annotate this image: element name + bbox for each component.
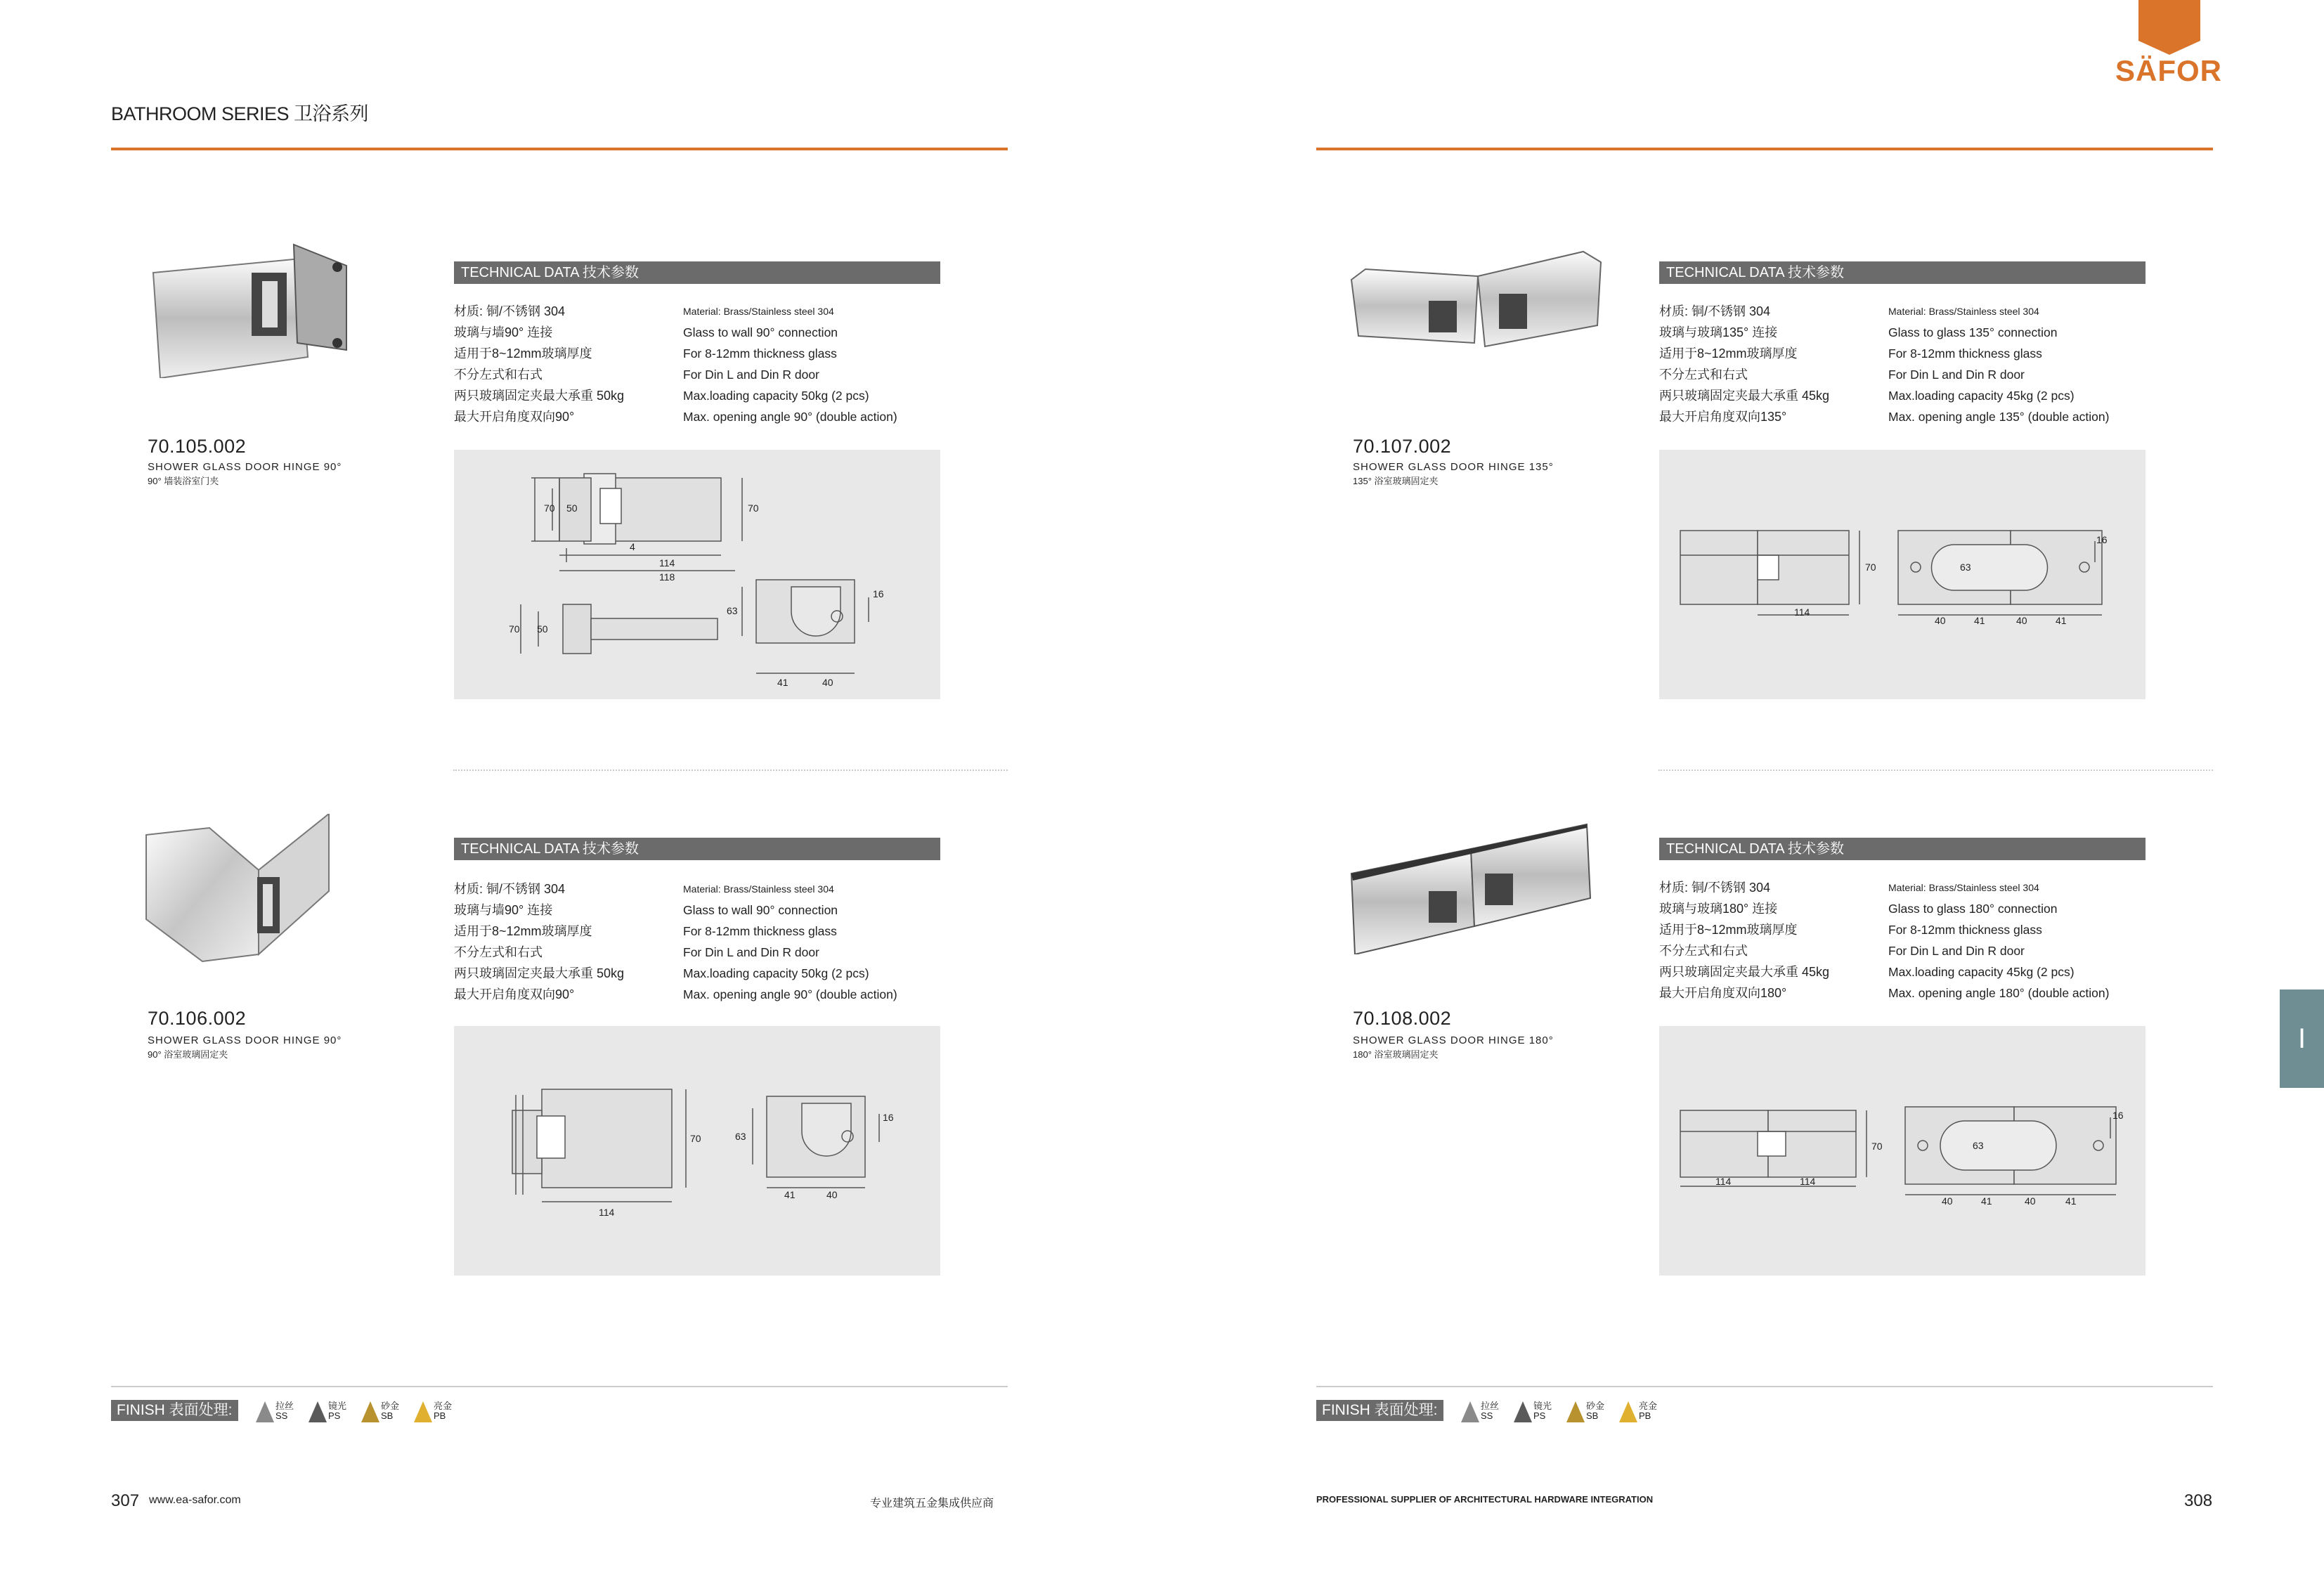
product-code: 70.108.002 <box>1353 1008 1452 1029</box>
spec-cn: 两只玻璃固定夹最大承重 45kg <box>1659 965 1830 979</box>
dim-label: 40 <box>1942 1195 1953 1207</box>
dim-label: 70 <box>748 502 759 514</box>
dim-label: 40 <box>826 1189 838 1200</box>
finish-name-cn: 砂金 <box>381 1401 400 1411</box>
finish-option-label <box>1586 1401 1604 1421</box>
finish-rule-right <box>1316 1386 2213 1387</box>
dim-label: 50 <box>566 502 578 514</box>
spec-en: Glass to wall 90° connection <box>683 325 838 339</box>
dim-label: 114 <box>1800 1176 1816 1187</box>
finish-swatch-ps-icon[interactable] <box>306 1400 330 1424</box>
product-name-cn: 180° 浴室玻璃固定夹 <box>1353 1049 1439 1060</box>
spec-cn: 玻璃与墙90° 连接 <box>454 903 553 917</box>
product-70108 <box>1316 814 2216 1306</box>
finish-code: SB <box>381 1410 394 1421</box>
product-photo-90-wall-hinge <box>139 238 420 378</box>
finish-name-cn: 砂金 <box>1586 1401 1605 1411</box>
spec-cn: 两只玻璃固定夹最大承重 50kg <box>454 966 625 980</box>
spec-en: For 8-12mm thickness glass <box>1888 923 2042 937</box>
dimension-drawing <box>454 450 940 699</box>
spec-en: Material: Brass/Stainless steel 304 <box>1888 882 2039 893</box>
dim-label: 114 <box>1715 1176 1732 1187</box>
spec-cn: 玻璃与玻璃180° 连接 <box>1659 902 1778 916</box>
finish-swatch-sb-icon[interactable] <box>1564 1400 1588 1424</box>
spec-list-en <box>683 301 897 427</box>
finish-option-label <box>381 1401 399 1421</box>
spec-en: Max. opening angle 90° (double action) <box>683 987 897 1001</box>
spec-cn: 玻璃与墙90° 连接 <box>454 325 553 339</box>
drawing-svg <box>1659 1026 2146 1276</box>
spec-cn: 适用于8~12mm玻璃厚度 <box>454 346 592 361</box>
product-name-cn: 90° 墙装浴室门夹 <box>148 476 219 486</box>
product-photo-135-glass-hinge <box>1344 238 1625 378</box>
finish-swatch-pb-icon[interactable] <box>1616 1400 1640 1424</box>
spec-en: Glass to glass 180° connection <box>1888 902 2058 916</box>
dim-label: 114 <box>659 557 675 569</box>
finish-name-cn: 镜光 <box>1533 1401 1552 1411</box>
technical-data-heading: TECHNICAL DATA 技术参数 <box>1659 838 2146 860</box>
dim-label: 40 <box>822 677 833 688</box>
finish-code: SS <box>275 1410 288 1421</box>
spec-en: Max.loading capacity 50kg (2 pcs) <box>683 389 869 403</box>
spec-en: For 8-12mm thickness glass <box>1888 346 2042 361</box>
spec-cn: 适用于8~12mm玻璃厚度 <box>1659 346 1798 361</box>
dim-label: 16 <box>883 1112 894 1123</box>
logo-badge <box>2138 0 2200 41</box>
dim-label: 63 <box>1973 1140 1984 1151</box>
finish-swatch-ss-icon[interactable] <box>253 1400 277 1424</box>
dim-label: 16 <box>2096 534 2108 545</box>
dim-label: 114 <box>1794 606 1810 618</box>
spec-list-cn <box>454 878 624 1005</box>
finish-option-label <box>1639 1401 1657 1421</box>
spec-cn: 不分左式和右式 <box>1659 944 1748 958</box>
product-name: SHOWER GLASS DOOR HINGE 90° <box>148 461 342 473</box>
finish-option-label <box>1533 1401 1552 1421</box>
drawing-svg <box>454 1026 940 1276</box>
finish-code: PB <box>434 1410 446 1421</box>
spec-en: Max.loading capacity 45kg (2 pcs) <box>1888 389 2075 403</box>
spec-list-en <box>1888 301 2109 427</box>
product-photo-180-glass-hinge <box>1344 814 1625 954</box>
product-code: 70.106.002 <box>148 1008 247 1029</box>
dim-label: 16 <box>2112 1110 2124 1121</box>
product-code: 70.107.002 <box>1353 436 1452 457</box>
dim-label: 41 <box>2056 615 2067 626</box>
dim-label: 63 <box>735 1131 746 1142</box>
dim-label: 16 <box>873 588 884 599</box>
finish-swatch-pb-icon[interactable] <box>411 1400 435 1424</box>
product-name-cn: 135° 浴室玻璃固定夹 <box>1353 476 1439 486</box>
finish-swatch-sb-icon[interactable] <box>358 1400 382 1424</box>
series-title: BATHROOM SERIES 卫浴系列 <box>111 103 369 124</box>
product-code: 70.105.002 <box>148 436 247 457</box>
spec-list-cn <box>1659 877 1829 1004</box>
dim-label: 40 <box>2016 615 2027 626</box>
dim-label: 40 <box>2025 1195 2036 1207</box>
product-name-cn: 90° 浴室玻璃固定夹 <box>148 1049 228 1060</box>
spec-cn: 玻璃与玻璃135° 连接 <box>1659 325 1778 339</box>
spec-en: For Din L and Din R door <box>1888 944 2025 958</box>
finish-name-cn: 拉丝 <box>275 1401 294 1411</box>
spec-cn: 适用于8~12mm玻璃厚度 <box>454 924 592 938</box>
spec-cn: 最大开启角度双向90° <box>454 987 575 1001</box>
spec-en: For 8-12mm thickness glass <box>683 346 837 361</box>
dim-label: 114 <box>599 1207 615 1218</box>
spec-en: Material: Brass/Stainless steel 304 <box>1888 306 2039 317</box>
spec-cn: 不分左式和右式 <box>1659 368 1748 382</box>
spec-cn: 最大开启角度双向90° <box>454 410 575 424</box>
spec-en: Max.loading capacity 50kg (2 pcs) <box>683 966 869 980</box>
tagline-en: PROFESSIONAL SUPPLIER OF ARCHITECTURAL HARDWARE INTEGRATION <box>1316 1494 1654 1505</box>
spec-cn: 不分左式和右式 <box>454 945 543 959</box>
spec-cn: 两只玻璃固定夹最大承重 50kg <box>454 389 625 403</box>
spec-cn: 材质: 铜/不锈钢 304 <box>1659 881 1771 895</box>
finish-option-label <box>1481 1401 1499 1421</box>
product-name: SHOWER GLASS DOOR HINGE 135° <box>1353 461 1554 473</box>
spec-en: Max.loading capacity 45kg (2 pcs) <box>1888 965 2075 979</box>
dim-label: 70 <box>544 502 555 514</box>
spec-en: For Din L and Din R door <box>1888 368 2025 382</box>
spec-en: Material: Brass/Stainless steel 304 <box>683 883 834 895</box>
finish-label: FINISH 表面处理: <box>1316 1400 1443 1421</box>
section-tab[interactable]: I <box>2280 989 2324 1088</box>
drawing-svg <box>1659 450 2146 699</box>
section-divider <box>1658 770 2213 771</box>
finish-label: FINISH 表面处理: <box>111 1400 238 1421</box>
website-link[interactable]: www.ea-safor.com <box>149 1494 241 1506</box>
spec-cn: 最大开启角度双向135° <box>1659 410 1787 424</box>
spec-en: Max. opening angle 135° (double action) <box>1888 410 2110 424</box>
product-name: SHOWER GLASS DOOR HINGE 90° <box>148 1034 342 1046</box>
dim-label: 50 <box>537 623 548 635</box>
finish-option-label <box>275 1401 294 1421</box>
dim-label: 63 <box>727 605 738 616</box>
finish-name-cn: 亮金 <box>1639 1401 1658 1411</box>
dim-label: 4 <box>630 541 635 552</box>
spec-en: Glass to wall 90° connection <box>683 903 838 917</box>
dim-label: 41 <box>784 1189 796 1200</box>
dim-label: 70 <box>509 623 520 635</box>
spec-cn: 两只玻璃固定夹最大承重 45kg <box>1659 389 1830 403</box>
brand-logo: SÄFOR <box>2115 54 2222 87</box>
dim-label: 70 <box>1871 1141 1883 1152</box>
product-70106 <box>111 814 1011 1306</box>
finish-swatch-ss-icon[interactable] <box>1458 1400 1482 1424</box>
dim-label: 63 <box>1960 562 1971 573</box>
finish-code: PS <box>328 1410 341 1421</box>
page-number-right: 308 <box>2184 1491 2213 1510</box>
spec-en: Glass to glass 135° connection <box>1888 325 2058 339</box>
finish-code: PS <box>1533 1410 1546 1421</box>
dim-label: 40 <box>1935 615 1946 626</box>
finish-code: SB <box>1586 1410 1599 1421</box>
finish-code: SS <box>1481 1410 1493 1421</box>
dim-label: 41 <box>777 677 788 688</box>
dim-label: 70 <box>690 1133 701 1144</box>
spec-list-cn <box>1659 301 1829 427</box>
spec-en: Max. opening angle 180° (double action) <box>1888 986 2110 1000</box>
section-divider <box>453 770 1008 771</box>
product-70105 <box>111 238 1011 729</box>
spec-cn: 材质: 铜/不锈钢 304 <box>454 882 566 896</box>
spec-en: Material: Brass/Stainless steel 304 <box>683 306 834 317</box>
product-photo-90-glass-hinge <box>139 814 420 968</box>
dim-label: 41 <box>1974 615 1985 626</box>
finish-rule-left <box>111 1386 1008 1387</box>
product-name: SHOWER GLASS DOOR HINGE 180° <box>1353 1034 1554 1046</box>
drawing-svg <box>454 450 940 699</box>
spec-cn: 不分左式和右式 <box>454 368 543 382</box>
finish-name-cn: 亮金 <box>434 1401 453 1411</box>
spec-en: For Din L and Din R door <box>683 368 819 382</box>
header-rule-left <box>111 148 1008 150</box>
spec-en: For Din L and Din R door <box>683 945 819 959</box>
product-70107 <box>1316 238 2216 729</box>
dim-label: 70 <box>1865 562 1876 573</box>
spec-list-cn <box>454 301 624 427</box>
spec-cn: 材质: 铜/不锈钢 304 <box>454 304 566 318</box>
dim-label: 41 <box>2065 1195 2077 1207</box>
finish-name-cn: 拉丝 <box>1481 1401 1500 1411</box>
spec-cn: 材质: 铜/不锈钢 304 <box>1659 304 1771 318</box>
tagline-cn: 专业建筑五金集成供应商 <box>870 1498 994 1510</box>
finish-option-label <box>434 1401 452 1421</box>
dimension-drawing <box>454 1026 940 1276</box>
spec-cn: 适用于8~12mm玻璃厚度 <box>1659 923 1798 937</box>
spec-list-en <box>683 878 897 1005</box>
technical-data-heading: TECHNICAL DATA 技术参数 <box>1659 261 2146 284</box>
technical-data-heading: TECHNICAL DATA 技术参数 <box>454 838 940 860</box>
dim-label: 118 <box>659 571 675 583</box>
finish-name-cn: 镜光 <box>328 1401 347 1411</box>
dimension-drawing <box>1659 450 2146 699</box>
spec-en: Max. opening angle 90° (double action) <box>683 410 897 424</box>
technical-data-heading: TECHNICAL DATA 技术参数 <box>454 261 940 284</box>
spec-en: For 8-12mm thickness glass <box>683 924 837 938</box>
dim-label: 41 <box>1981 1195 1992 1207</box>
finish-swatch-ps-icon[interactable] <box>1511 1400 1535 1424</box>
header-rule-right <box>1316 148 2213 150</box>
finish-option-label <box>328 1401 346 1421</box>
dimension-drawing <box>1659 1026 2146 1276</box>
spec-cn: 最大开启角度双向180° <box>1659 986 1787 1000</box>
page-number-left: 307 <box>111 1491 140 1510</box>
finish-code: PB <box>1639 1410 1651 1421</box>
spec-list-en <box>1888 877 2109 1004</box>
